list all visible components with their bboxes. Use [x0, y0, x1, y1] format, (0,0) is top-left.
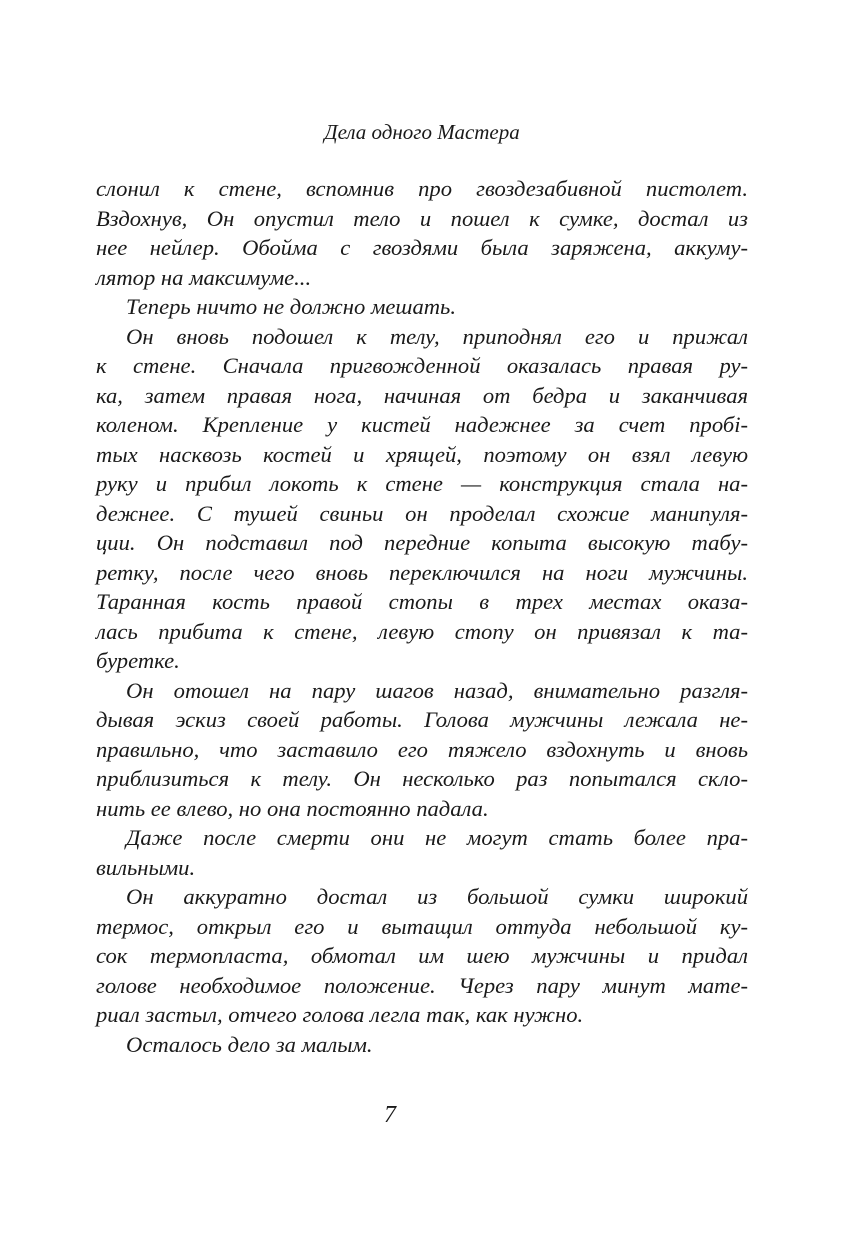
- text-line: ции. Он подставил под передние копыта высокую табу-: [96, 530, 748, 555]
- text-line: дывая эскиз своей работы. Голова мужчины лежала не-: [96, 707, 748, 732]
- text-line: Теперь ничто не должно мешать.: [126, 294, 456, 319]
- text-line: руку и прибил локоть к стене — конструкция стала на-: [96, 471, 748, 496]
- text-line: буретке.: [96, 648, 180, 673]
- text-line: приблизиться к телу. Он несколько раз попытался скло-: [96, 766, 748, 791]
- running-header-title: Дела одного Мастера: [324, 120, 520, 144]
- text-line: лятор на максимуме...: [96, 264, 312, 290]
- text-line: дежнее. С тушей свиньи он проделал схожие манипуля-: [96, 500, 748, 526]
- text-line: к стене. Сначала пригвожденной оказалась правая ру-: [96, 353, 748, 378]
- text-line: Осталось дело за малым.: [126, 1031, 373, 1057]
- text-line: правильно, что заставило его тяжело вздохнуть и вновь: [96, 736, 748, 762]
- text-line: Он вновь подошел к телу, приподнял его и прижал: [126, 323, 748, 349]
- text-line: голове необходимое положение. Через пару минут мате-: [96, 972, 748, 998]
- text-line: термос, открыл его и вытащил оттуда небольшой ку-: [96, 913, 748, 939]
- text-line: вильными.: [96, 854, 196, 880]
- text-line: Он аккуратно достал из большой сумки широкий: [126, 884, 748, 909]
- text-line: ка, затем правая нога, начиная от бедра и заканчивая: [96, 382, 748, 408]
- text-line: сок термопласта, обмотал им шею мужчины и придал: [96, 943, 748, 968]
- text-line: ретку, после чего вновь переключился на ноги мужчины.: [96, 559, 748, 585]
- text-line: Вздохнув, Он опустил тело и пошел к сумке, достал из: [96, 205, 748, 231]
- text-line: тых насквозь костей и хрящей, поэтому он взял левую: [96, 441, 748, 467]
- text-line: Таранная кость правой стопы в трех местах оказа-: [96, 589, 748, 614]
- text-line: лась прибита к стене, левую стопу он привязал к та-: [96, 618, 748, 644]
- text-line: коленом. Крепление у кистей надежнее за счет пробі-: [96, 412, 748, 437]
- text-line: риал застыл, отчего голова легла так, как нужно.: [96, 1002, 584, 1027]
- text-line: Он отошел на пару шагов назад, внимательно разгля-: [126, 677, 748, 703]
- text-line: нее нейлер. Обойма с гвоздями была заряжена, аккуму-: [96, 235, 748, 260]
- body-text: [96, 174, 748, 1059]
- text-line: Даже после смерти они не могут стать более пра-: [126, 825, 748, 850]
- text-line: нить ее влево, но она постоянно падала.: [96, 795, 489, 821]
- page-number: 7: [384, 1102, 396, 1128]
- text-line: слонил к стене, вспомнив про гвоздезабивной пистолет.: [96, 176, 748, 201]
